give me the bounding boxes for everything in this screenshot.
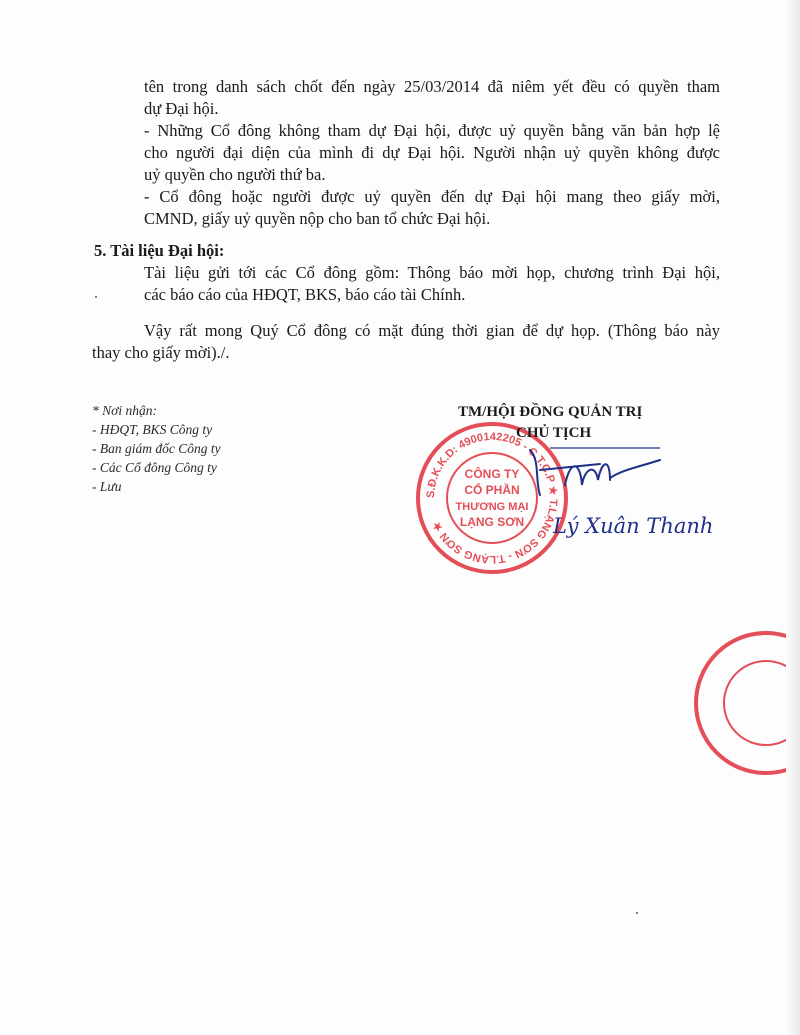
stamp-center-line-1: CÔNG TY: [464, 467, 520, 481]
closing-line-1: Vậy rất mong Quý Cổ đông có mặt đúng thời gian để dự họp. (Thông báo này: [144, 321, 720, 340]
body-line-3: - Những Cổ đông không tham dự Đại hội, được uỷ quyền bằng văn bản hợp lệ: [144, 121, 720, 140]
recipients-title: * Nơi nhận:: [92, 403, 157, 418]
signature-title: TM/HỘI ĐỒNG QUẢN TRỊ: [458, 404, 643, 420]
recipient-item: - Các Cổ đông Công ty: [92, 460, 217, 475]
section-5-line-2: các báo cáo của HĐQT, BKS, báo cáo tài Chính.: [144, 285, 466, 304]
signature-role: CHỦ TỊCH: [516, 425, 592, 441]
closing-line-2: thay cho giấy mời)./.: [92, 343, 230, 362]
body-line-6: - Cổ đông hoặc người được uỷ quyền đến dự Đại hội mang theo giấy mời,: [144, 187, 720, 206]
scan-speck: [95, 296, 97, 298]
page-edge-shadow: [786, 0, 800, 1035]
section-5-line-1: Tài liệu gửi tới các Cổ đông gồm: Thông báo mời họp, chương trình Đại hội,: [144, 263, 720, 282]
body-line-5: uỷ quyền cho người thứ ba.: [144, 165, 326, 184]
recipient-item: - HĐQT, BKS Công ty: [92, 422, 213, 437]
body-line-2: dự Đại hội.: [144, 99, 219, 118]
body-line-1: tên trong danh sách chốt đến ngày 25/03/2014 đã niêm yết đều có quyền tham: [144, 77, 720, 96]
scan-speck: [636, 912, 638, 914]
partial-seal-stamp: [690, 628, 786, 778]
recipient-item: - Lưu: [92, 479, 122, 494]
section-5-heading: 5. Tài liệu Đại hội:: [94, 241, 225, 260]
stamp-center-line-2: CỔ PHẦN: [464, 483, 520, 497]
signer-name: Lý Xuân Thanh: [553, 514, 714, 538]
stamp-ring-text: S.Đ.K.K.D: 4900142205 - C.T.C.P ★ T.LẠNG SƠN - T.LẠNG SƠN ★: [424, 430, 560, 566]
recipients-block: [92, 401, 221, 496]
recipient-item: - Ban giám đốc Công ty: [92, 441, 221, 456]
body-line-7: CMND, giấy uỷ quyền nộp cho ban tổ chức Đại hội.: [144, 209, 491, 228]
body-line-4: cho người đại diện của mình đi dự Đại hội. Người nhận uỷ quyền không được: [144, 143, 720, 162]
stamp-center-line-4: LẠNG SƠN: [459, 515, 525, 529]
stamp-center-line-3: THƯƠNG MẠI: [455, 501, 529, 513]
handwritten-signature: [510, 440, 670, 510]
